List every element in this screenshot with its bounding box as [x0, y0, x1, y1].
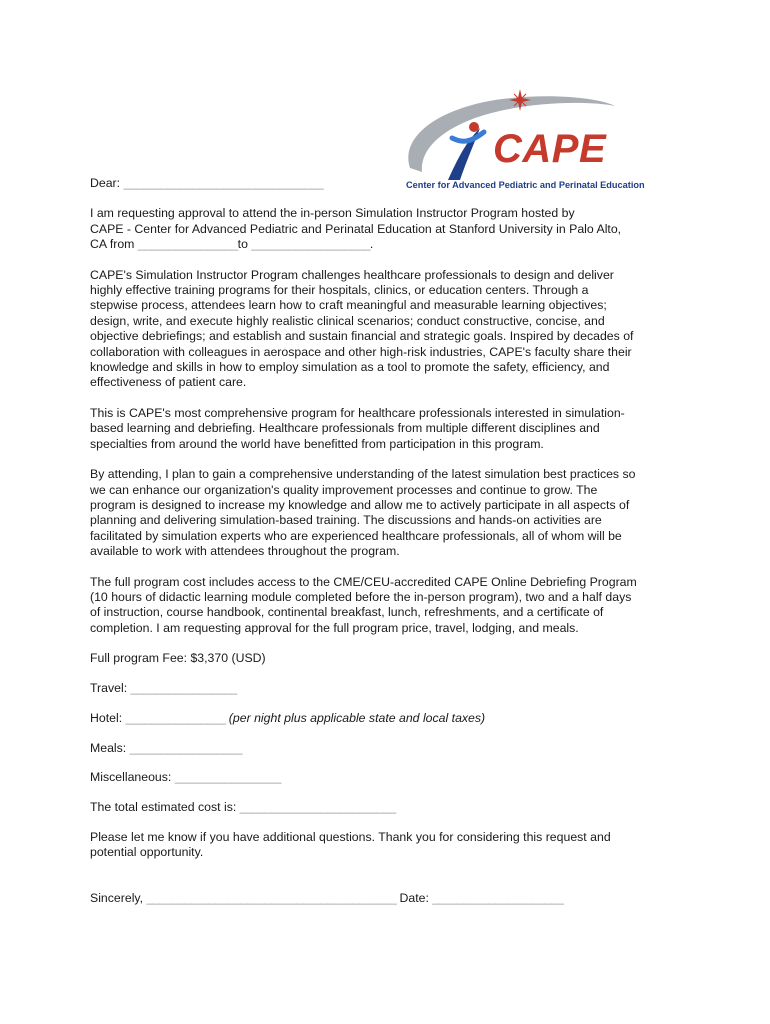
letter-body — [90, 176, 690, 906]
hotel-label: Hotel: — [90, 710, 123, 725]
to-date-blank[interactable]: ___________________ — [251, 237, 370, 252]
paragraph-cost — [90, 575, 690, 637]
p3-line: we can enhance our organization's quality improvement processes and continue to grow. The — [90, 482, 598, 497]
date-label: Date: — [399, 890, 429, 905]
p4-line: (10 hours of didactic learning module completed before the in-person program), two and a half days — [90, 589, 632, 604]
p4-line: of instruction, course handbook, continental breakfast, lunch, refreshments, and a certificate of — [90, 605, 604, 620]
p3-line: facilitated by simulation experts who are experienced healthcare professionals, all of whom will be — [90, 528, 622, 543]
p1-line: knowledge and skills in how to employ simulation as a tool to promote the safety, efficiency, and — [90, 360, 610, 375]
p1-line: design, write, and execute highly realistic clinical scenarios; conduct constructive, concise, and — [90, 313, 605, 328]
intro-to: to — [237, 237, 248, 252]
hotel-blank-field[interactable]: ________________ — [125, 710, 226, 725]
hotel-note: (per night plus applicable state and local taxes) — [228, 710, 486, 725]
total-blank-field[interactable]: _________________________ — [239, 800, 396, 815]
logo-wordmark: CAPE — [493, 127, 607, 171]
meals-label: Meals: — [90, 740, 127, 755]
intro-period: . — [369, 237, 374, 252]
meals-blank-field[interactable]: __________________ — [129, 740, 242, 755]
meals-line — [90, 741, 690, 756]
p1-line: stepwise process, attendees learn how to craft meaningful and measurable learning objectives; — [90, 298, 607, 313]
closing-line-1: Please let me know if you have additional questions. Thank you for considering this request and — [90, 829, 611, 844]
paragraph-attending — [90, 467, 690, 559]
date-blank-field[interactable]: _____________________ — [432, 890, 564, 905]
p1-line: CAPE's Simulation Instructor Program challenges healthcare professionals to design and deliver — [90, 267, 614, 282]
p3-line: planning and delivering simulation-based training. The discussions and hands-on activities are — [90, 513, 602, 528]
travel-line — [90, 681, 690, 696]
total-line — [90, 800, 690, 815]
paragraph-comprehensive — [90, 406, 690, 452]
p2-line: This is CAPE's most comprehensive program for healthcare professionals interested in simulation- — [90, 405, 625, 420]
hotel-line — [90, 711, 690, 726]
intro-line-2: CAPE - Center for Advanced Pediatric and Perinatal Education at Stanford University in Palo Alto, — [90, 221, 622, 236]
signature-blank-field[interactable]: ________________________________________ — [146, 890, 397, 905]
spacer — [90, 861, 690, 891]
total-label: The total estimated cost is: — [90, 800, 237, 815]
p1-line: effectiveness of patient care. — [90, 375, 247, 390]
closing-paragraph — [90, 830, 690, 861]
closing-line-2: potential opportunity. — [90, 845, 204, 860]
p3-line: program is designed to increase my knowledge and allow me to actively participate in all aspects of — [90, 497, 630, 512]
intro-ca-from: CA from — [90, 237, 135, 252]
from-date-blank[interactable]: ________________ — [137, 237, 238, 252]
travel-blank-field[interactable]: _________________ — [130, 680, 237, 695]
p1-line: objective debriefings; and establish and sustain financial and strategic goals. Inspired by decades of — [90, 329, 634, 344]
p4-line: The full program cost includes access to the CME/CEU-accredited CAPE Online Debriefing Program — [90, 574, 637, 589]
dear-label: Dear: — [90, 176, 121, 190]
salutation-line — [90, 176, 690, 191]
p1-line: collaboration with colleagues in aerospace and other high-risk industries, CAPE's faculty share their — [90, 344, 632, 359]
misc-blank-field[interactable]: _________________ — [174, 770, 281, 785]
p3-line: By attending, I plan to gain a comprehensive understanding of the latest simulation best practices so — [90, 467, 636, 482]
p2-line: specialties from around the world have benefitted from participation in this program. — [90, 436, 544, 451]
intro-line-3 — [90, 237, 690, 252]
travel-label: Travel: — [90, 680, 128, 695]
p4-line: completion. I am requesting approval for the full program price, travel, lodging, and meals. — [90, 620, 579, 635]
sincerely-label: Sincerely, — [90, 890, 144, 905]
intro-line-1: I am requesting approval to attend the in-person Simulation Instructor Program hosted by — [90, 206, 575, 221]
program-fee: Full program Fee: $3,370 (USD) — [90, 651, 266, 666]
signature-line — [90, 891, 690, 906]
misc-line — [90, 770, 690, 785]
p2-line: based learning and debriefing. Healthcare professionals from multiple different disciplines and — [90, 421, 600, 436]
logo-subtitle: Center for Advanced Pediatric and Perinatal Education — [406, 180, 645, 190]
p3-line: available to work with attendees throughout the program. — [90, 544, 400, 559]
p1-line: highly effective training programs for their hospitals, clinics, or education centers. Through a — [90, 283, 589, 298]
dear-blank-field[interactable]: ________________________________ — [123, 176, 324, 190]
paragraph-program-overview — [90, 268, 690, 391]
misc-label: Miscellaneous: — [90, 770, 172, 785]
